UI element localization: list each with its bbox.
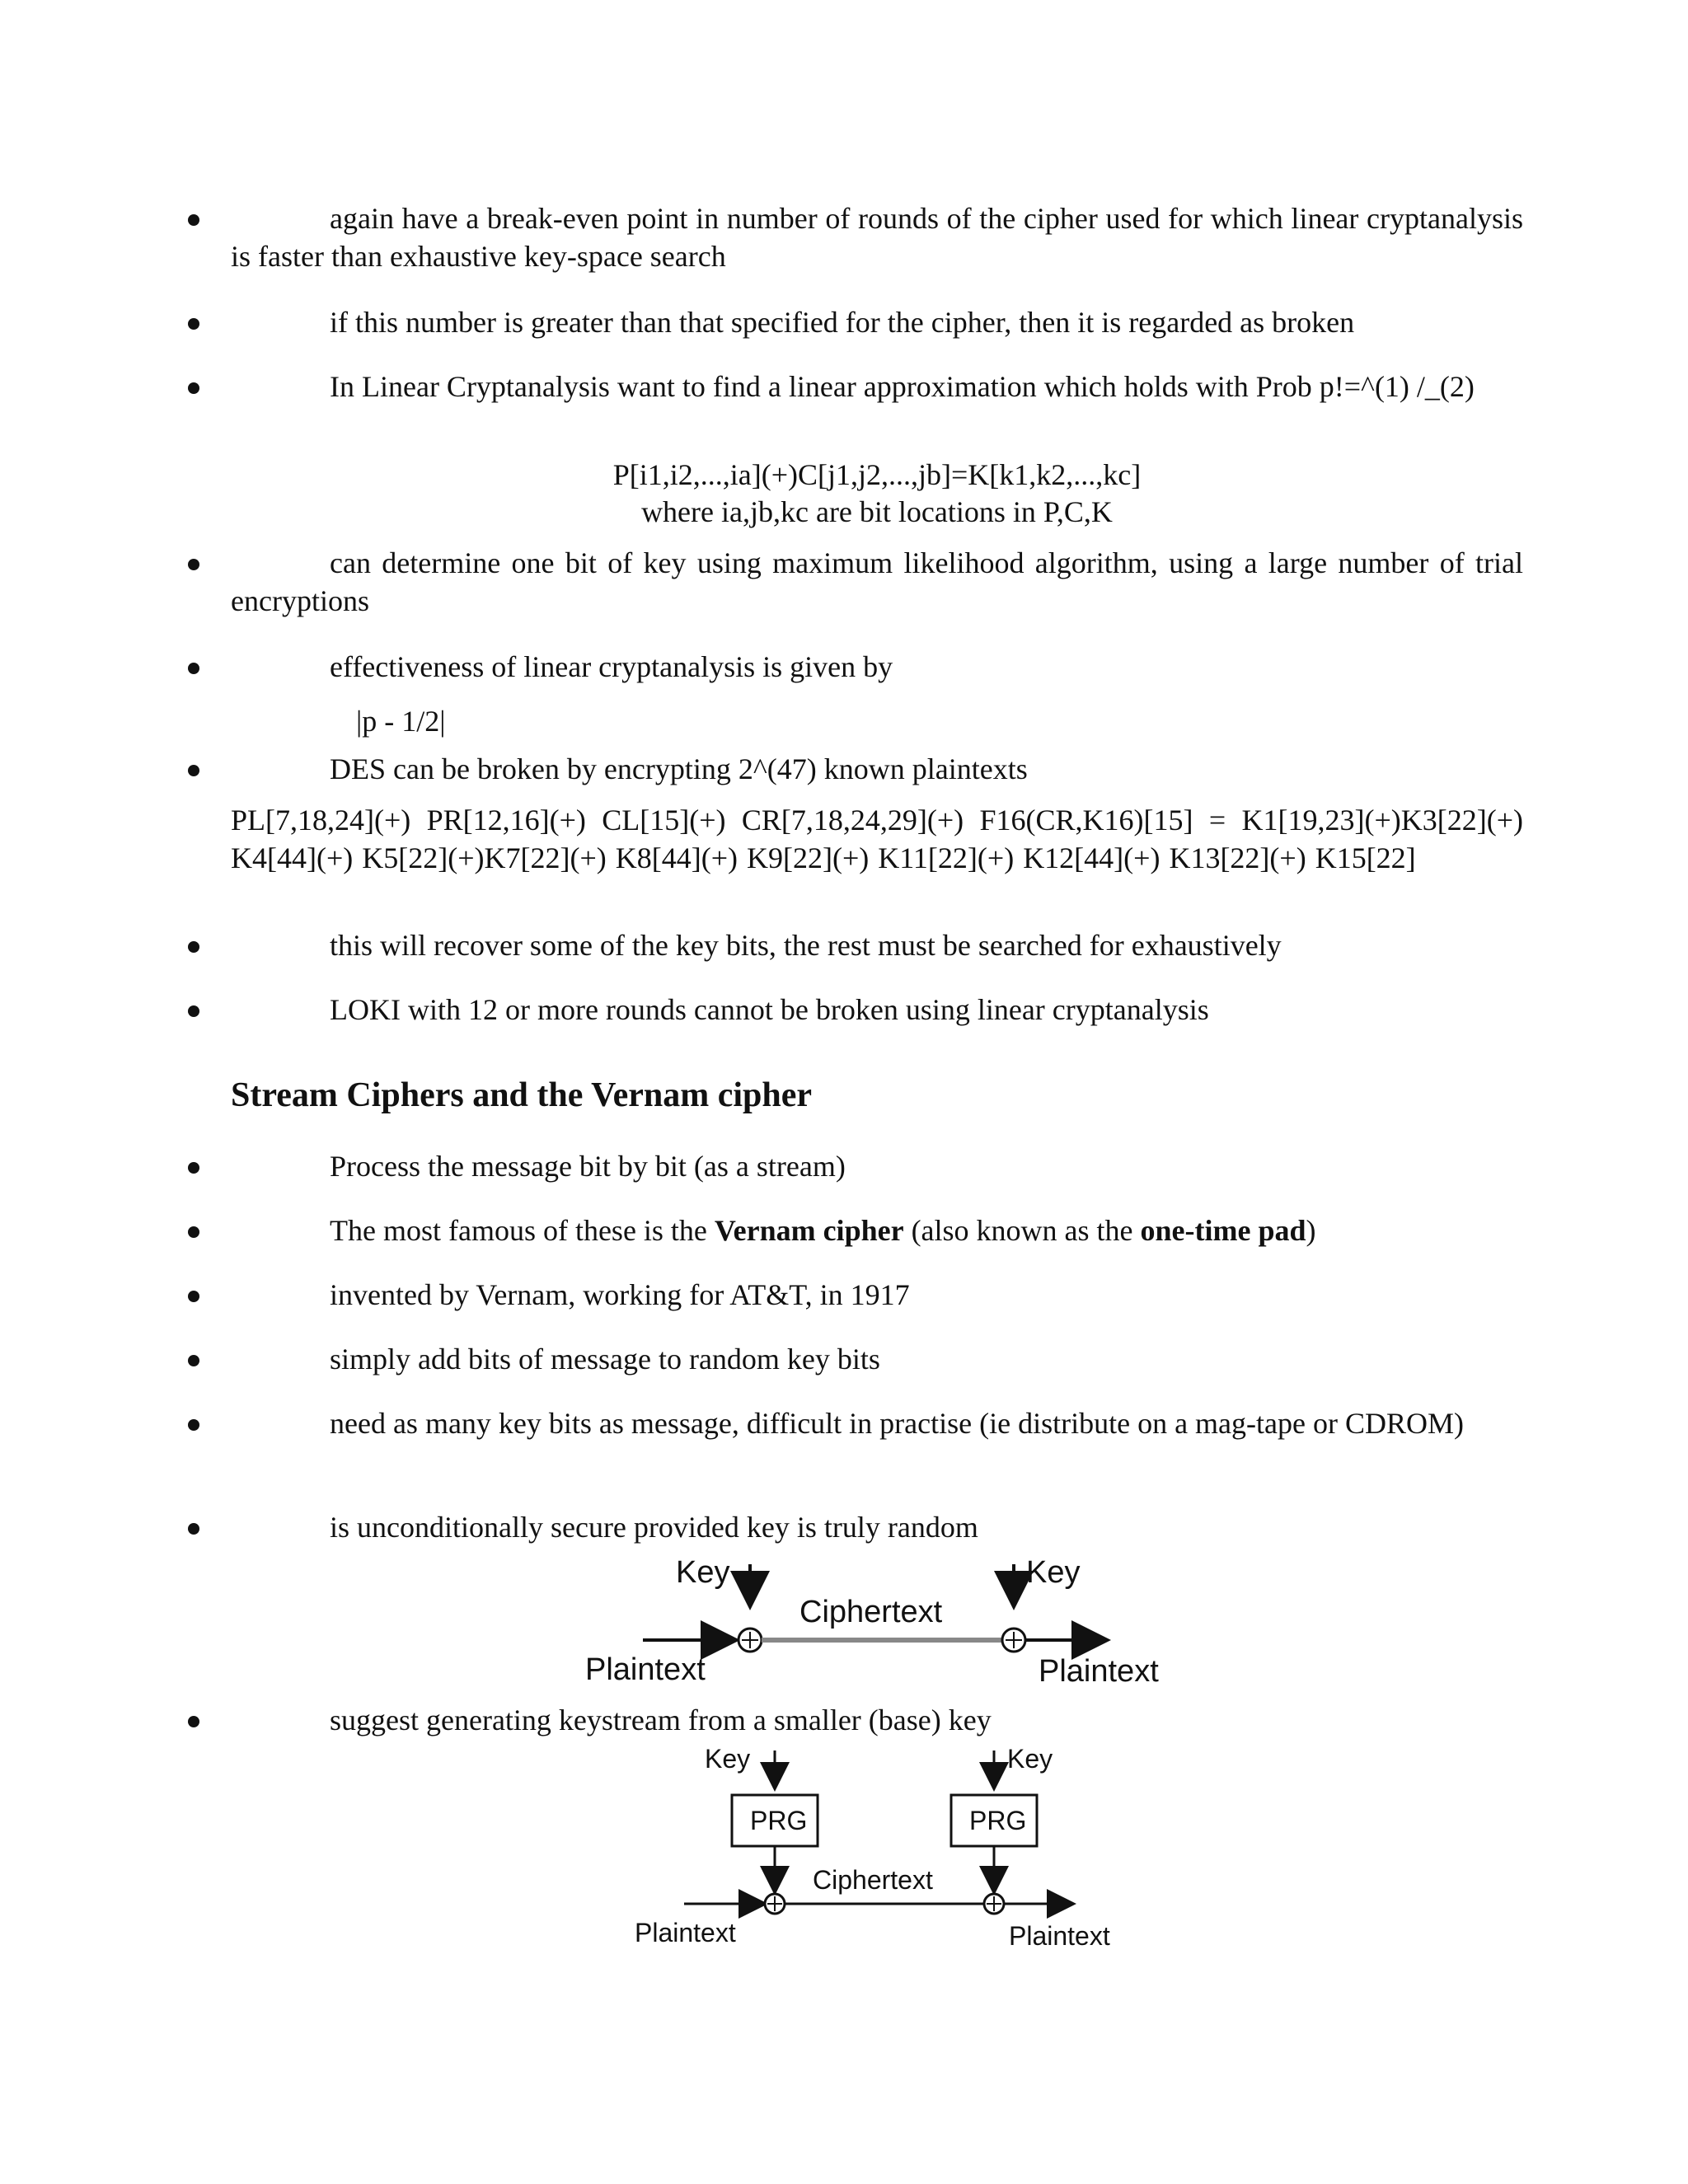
bullet-dot	[188, 559, 199, 570]
bullet-dot	[188, 1162, 199, 1174]
bullet-dot	[188, 1523, 199, 1535]
bullet-dot	[188, 318, 199, 330]
key-label-right: Key	[1026, 1555, 1081, 1590]
vernam-cipher-diagram	[577, 1549, 1170, 1698]
bullet-dot	[188, 663, 199, 674]
bullet-text: again have a break-even point in number of rounds of the cipher used for which linear cryptanalysis is faster than exhaustive key-space search	[231, 202, 1523, 273]
plaintext-label-left: Plaintext	[585, 1652, 706, 1687]
bullet-dot	[188, 1419, 199, 1431]
bullet-dot	[188, 214, 199, 226]
bold-term-one-time-pad: one-time pad	[1140, 1214, 1306, 1247]
prg-label-left: PRG	[750, 1806, 808, 1835]
des-equation: PL[7,18,24](+) PR[12,16](+) CL[15](+) CR[7,18,24,29](+) F16(CR,K16)[15] = K1[19,23](+)K3[22](+) K4[44](+) K5[22](+)K7[22](+) K8[44](+) K9[22](+) K11[22](+) K12[44](+) K13[22](+) K15[22]	[231, 804, 1523, 874]
bullet-text: LOKI with 12 or more rounds cannot be broken using linear cryptanalysis	[330, 993, 1209, 1026]
formula-line: P[i1,i2,...,ia](+)C[j1,j2,...,jb]=K[k1,k2,...,kc]	[612, 458, 1142, 491]
key-label-left: Key	[676, 1555, 730, 1590]
ciphertext-label: Ciphertext	[813, 1865, 933, 1895]
bullet-dot	[188, 1226, 199, 1238]
text-span: (also known as the	[903, 1214, 1141, 1247]
bullet-text: if this number is greater than that specified for the cipher, then it is regarded as broken	[330, 306, 1355, 339]
section-heading: Stream Ciphers and the Vernam cipher	[231, 1076, 813, 1114]
plaintext-label-right: Plaintext	[1009, 1921, 1110, 1951]
text-span: )	[1306, 1214, 1316, 1247]
bullet-text: In Linear Cryptanalysis want to find a linear approximation which holds with Prob p!=^(1) /_(2)	[330, 370, 1475, 403]
text-span: The most famous of these is the	[330, 1214, 715, 1247]
ciphertext-label: Ciphertext	[799, 1595, 943, 1629]
bullet-text: DES can be broken by encrypting 2^(47) known plaintexts	[330, 752, 1028, 785]
bullet-dot	[188, 1355, 199, 1366]
bullet-dot	[188, 382, 199, 394]
bold-term-vernam-cipher: Vernam cipher	[714, 1214, 904, 1247]
bullet-text: need as many key bits as message, difficult in practise (ie distribute on a mag-tape or CDROM)	[330, 1407, 1464, 1440]
formula-description: where ia,jb,kc are bit locations in P,C,K	[641, 495, 1113, 528]
bullet-text: can determine one bit of key using maximum likelihood algorithm, using a large number of trial encryptions	[231, 546, 1523, 617]
bullet-dot	[188, 765, 199, 776]
bullet-dot	[188, 1716, 199, 1727]
bullet-text: suggest generating keystream from a smaller (base) key	[330, 1704, 992, 1736]
prg-label-right: PRG	[969, 1806, 1027, 1835]
bullet-text: is unconditionally secure provided key is truly random	[330, 1511, 978, 1544]
plaintext-label-left: Plaintext	[635, 1918, 736, 1947]
bullet-dot	[188, 1291, 199, 1302]
effectiveness-formula: |p - 1/2|	[356, 705, 446, 738]
bullet-dot	[188, 941, 199, 953]
bullet-text: Process the message bit by bit (as a stream)	[330, 1150, 846, 1183]
bullet-text: invented by Vernam, working for AT&T, in 1917	[330, 1278, 910, 1311]
bullet-dot	[188, 1005, 199, 1017]
bullet-text: effectiveness of linear cryptanalysis is given by	[330, 650, 893, 683]
key-label-left: Key	[705, 1744, 751, 1774]
key-label-right: Key	[1007, 1744, 1053, 1774]
bullet-text: simply add bits of message to random key bits	[330, 1343, 880, 1376]
bullet-text: this will recover some of the key bits, the rest must be searched for exhaustively	[330, 929, 1282, 962]
plaintext-label-right: Plaintext	[1039, 1654, 1159, 1689]
bullet-text	[231, 1212, 1523, 1249]
prg-keystream-diagram	[626, 1739, 1137, 1953]
